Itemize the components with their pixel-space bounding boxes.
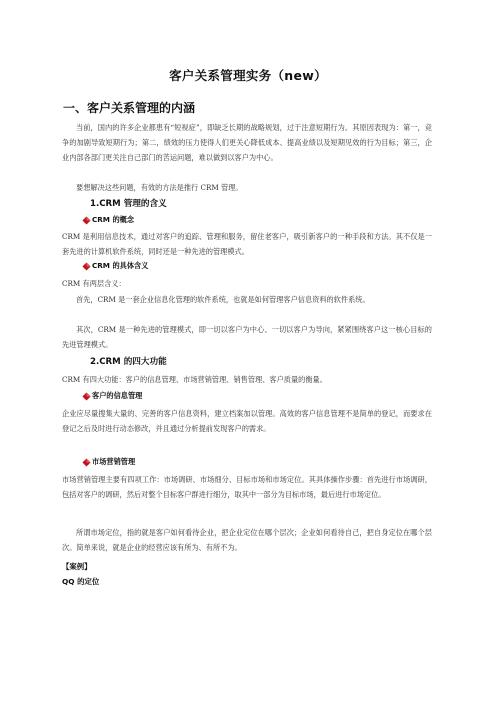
bullet-heading-marketing [82, 457, 135, 467]
bullet-heading-label: CRM 的概念 [92, 215, 135, 224]
document-title: 客户关系管理实务（new） [169, 68, 327, 83]
paragraph-solution: 要想解决这些问题，有效的方法是推行 CRM 管理。 [76, 183, 243, 192]
bullet-heading-crm-specific [82, 261, 148, 271]
subheading-crm-meaning: 1.CRM 管理的含义 [90, 199, 167, 209]
subheading-crm-functions: 2.CRM 的四大功能 [90, 357, 167, 367]
case-title: QQ 的定位 [62, 577, 100, 586]
paragraph-two-meanings: CRM 有两层含义： [62, 279, 126, 288]
bullet-heading-customer-info [82, 391, 142, 401]
paragraph-second-meaning: 其次，CRM 是一种先进的管理模式，即一切以客户为中心、一切以客户为导向，紧紧围绕客户这一核心目标的先进管理模式。 [62, 325, 432, 349]
paragraph-customer-info: 企业应尽量搜集大量的、完善的客户信息资料，建立档案加以管理。高效的客户信息管理不是简单的登记，而要求在登记之后及时进行动态修改，并且通过分析提前发现客户的需求。 [62, 409, 432, 433]
red-diamond-bullet-icon [82, 458, 91, 467]
case-label: 【案例】 [62, 562, 92, 571]
red-diamond-bullet-icon [82, 262, 91, 271]
paragraph-intro: 当前，国内的许多企业都患有“短视症”，即缺乏长期的战略规划，过于注意短期行为。其原因表现为：第一，竞争的加剧导致短期行为；第二，绩效的压力使得人们更关心降低成本、提高业绩以及短期见效的行为目标；第三，企业内部各部门更关注自己部门的苦运问题，难以做到以客户为中心。 [62, 123, 432, 162]
paragraph-marketing: 市场营销管理主要有四项工作：市场调研、市场细分、目标市场和市场定位。其具体操作步骤：首先进行市场调研，包括对客户的调研，然后对整个目标客户群进行细分，取其中一部分为目标市场，最后进行市场定位。 [62, 475, 432, 499]
section-heading-1: 一、客户关系管理的内涵 [63, 101, 196, 115]
bullet-heading-label: 客户的信息管理 [92, 391, 143, 400]
paragraph-four-functions: CRM 有四大功能：客户的信息管理、市场营销管理、销售管理、客户质量的衡量。 [62, 375, 327, 384]
bullet-heading-label: CRM 的具体含义 [92, 261, 149, 270]
paragraph-crm-definition: CRM 是利用信息技术，通过对客户的追踪、管理和服务，留住老客户，吸引新客户的一种手段和方法。其不仅是一套先进的计算机软件系统，同时还是一种先进的管理模式。 [62, 232, 432, 256]
red-diamond-bullet-icon [82, 216, 91, 225]
paragraph-first-meaning: 首先，CRM 是一套企业信息化管理的软件系统，也就是如何管理客户信息资料的软件系统。 [76, 295, 370, 304]
bullet-heading-label: 市场营销管理 [92, 457, 136, 466]
paragraph-market-positioning: 所谓市场定位，指的就是客户如何看待企业，把企业定位在哪个层次；企业如何看待自己，把自身定位在哪个层次。简单来说，就是企业的经营应该有所为、有所不为。 [62, 528, 432, 552]
bullet-heading-crm-concept [82, 215, 134, 225]
red-diamond-bullet-icon [82, 392, 91, 401]
